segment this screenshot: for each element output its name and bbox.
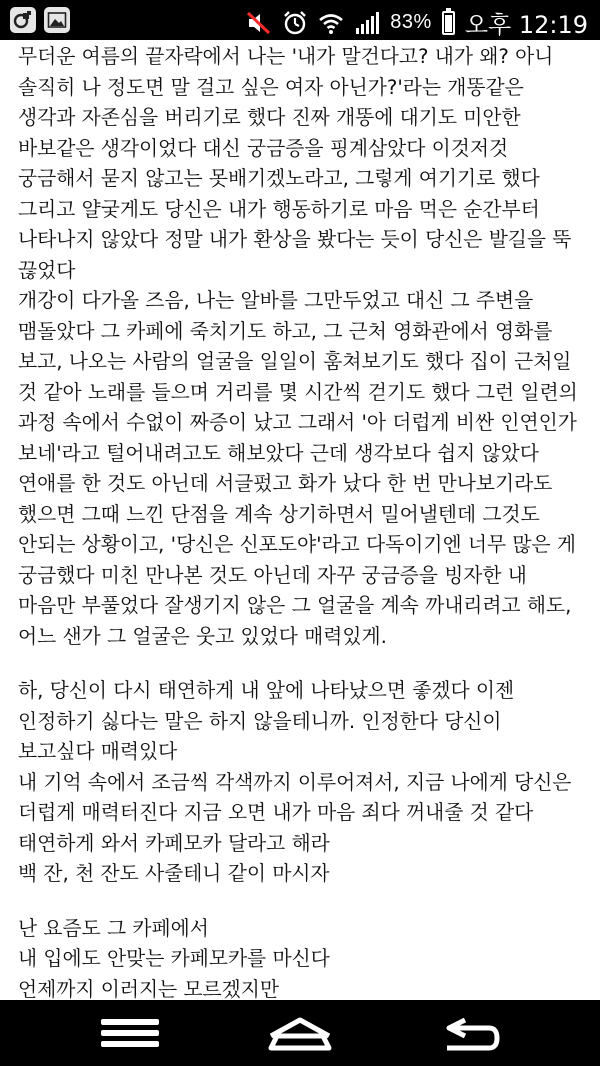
home-button[interactable] bbox=[240, 1000, 360, 1066]
navigation-bar bbox=[0, 1000, 600, 1066]
alarm-icon bbox=[282, 10, 308, 36]
paragraph-1: 무더운 여름의 끝자락에서 나는 '내가 말건다고? 내가 왜? 아니 솔직히 나 정도면 말 걸고 싶은 여자 아닌가?'라는 개똥같은 생각과 자존심을 버리기로 했다 진짜 개똥에 대기도 미안한 바보같은 생각이었다 대신 궁금증을 핑계삼았다 이것저것 궁금해서 묻지 않고는 못배기겠노라고, 그렇게 여기기로 했다 그리고 얄궂게도 당신은 내가 행동하기로 마음 먹은 순간부터 나타나지 않았다 정말 내가 환상을 봤다는 듯이 당신은 발길을 뚝 끊었다 개강이 다가올 즈음, 나는 알바를 그만두었고 대신 그 주변을 맴돌았다 그 카페에 죽치기도 하고, 그 근처 영화관에서 영화를 보고, 나오는 사람의 얼굴을 일일이 훔쳐보기도 했다 집이 근처일 것 같아 노래를 들으며 거리를 몇 시간씩 걷기도 했다 그런 일련의 과정 속에서 수없이 짜증이 났고 그래서 '아 더럽게 비싼 인연인가 보네'라고 털어내려고도 해보았다 근데 생각보다 쉽지 않았다 연애를 한 것도 아닌데 서글펐고 화가 났다 한 번 만나보기라도 했으면 그때 느낀 단점을 계속 상기하면서 밀어낼텐데 그것도 안되는 상황이고, '당신은 신포도야'라고 다독이기엔 너무 많은 게 궁금했다 미친 만나본 것도 아닌데 자꾸 궁금증을 빙자한 내 마음만 부풀었다 잘생기지 않은 그 얼굴을 계속 까내리려고 해도, 어느 샌가 그 얼굴은 웃고 있었다 매력있게. bbox=[18, 45, 578, 648]
battery-percent: 83% bbox=[390, 11, 432, 33]
menu-button[interactable] bbox=[70, 1000, 190, 1066]
status-bar bbox=[0, 0, 600, 40]
paragraph-spacer bbox=[18, 890, 584, 914]
article-body[interactable] bbox=[18, 40, 584, 1000]
menu-icon bbox=[95, 1008, 165, 1058]
home-icon bbox=[265, 1008, 335, 1058]
clock-time: 오후 12:19 bbox=[464, 11, 588, 39]
back-button[interactable] bbox=[410, 1000, 530, 1066]
back-icon bbox=[435, 1008, 505, 1058]
wifi-icon bbox=[318, 10, 344, 36]
battery-icon bbox=[442, 11, 455, 35]
paragraph-spacer bbox=[18, 652, 584, 676]
paragraph-3: 난 요즘도 그 카페에서 내 입에도 안맞는 카페모카를 마신다 언제까지 이러지는 모르겠지만 bbox=[18, 916, 330, 1000]
paragraph-2: 하, 당신이 다시 태연하게 내 앞에 나타났으면 좋겠다 이젠 인정하기 싫다는 말은 하지 않을테니까. 인정한다 당신이 보고싶다 매력있다 내 기억 속에서 조금씩 각색까지 이루어져서, 지금 나에게 당신은 더럽게 매력터진다 지금 오면 내가 마음 죄다 꺼내줄 것 같다 태연하게 와서 카페모카 달라고 해라 백 잔, 천 잔도 사줄테니 같이 마시자 bbox=[18, 679, 572, 885]
image-icon bbox=[44, 7, 70, 33]
mute-icon bbox=[246, 10, 272, 36]
signal-icon bbox=[354, 10, 380, 36]
status-bar-left bbox=[10, 7, 70, 33]
app-notification-icon bbox=[10, 7, 36, 33]
status-bar-right bbox=[246, 5, 588, 40]
